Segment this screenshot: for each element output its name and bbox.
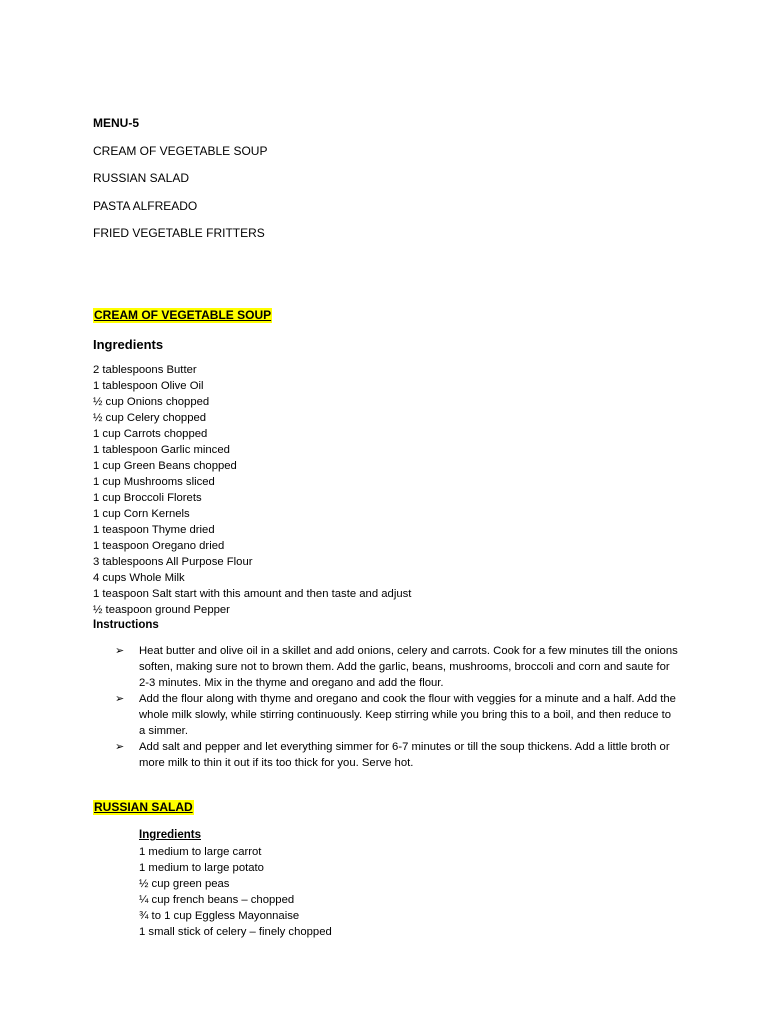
soup-instruction-list (93, 643, 679, 771)
ingredient-item: ½ cup Celery chopped (93, 412, 207, 424)
ingredient-item: 1 cup Corn Kernels (93, 508, 190, 520)
soup-heading: CREAM OF VEGETABLE SOUP (94, 308, 272, 322)
instruction-item (115, 739, 679, 771)
ingredient-item: 2 tablespoons Butter (93, 364, 197, 376)
russian-ingredient-list (139, 844, 693, 940)
russian-ingredients-block (139, 828, 693, 940)
russian-heading-wrap (93, 798, 693, 816)
ingredient-item: 1 cup Green Beans chopped (93, 460, 237, 472)
ingredient-item: 4 cups Whole Milk (93, 572, 185, 584)
arrow-bullet-icon: ➢ (115, 693, 125, 705)
menu-item: FRIED VEGETABLE FRITTERS (93, 226, 265, 240)
ingredient-item: 1 cup Mushrooms sliced (93, 476, 215, 488)
menu-list (93, 144, 693, 242)
ingredient-item: 1 tablespoon Garlic minced (93, 444, 230, 456)
instruction-item (115, 643, 679, 691)
ingredient-item: 3 tablespoons All Purpose Flour (93, 556, 253, 568)
ingredient-item: 1 teaspoon Oregano dried (93, 540, 225, 552)
ingredient-item: ½ teaspoon ground Pepper (93, 604, 230, 616)
soup-instructions-label: Instructions (93, 619, 159, 631)
menu-item: RUSSIAN SALAD (93, 171, 190, 185)
ingredient-item: 1 teaspoon Salt start with this amount and then taste and adjust (93, 588, 412, 600)
ingredient-item: 1 small stick of celery – finely chopped (139, 926, 332, 938)
ingredient-item: 1 cup Carrots chopped (93, 428, 208, 440)
instruction-item (115, 691, 679, 739)
arrow-bullet-icon: ➢ (115, 741, 125, 753)
document-page (93, 116, 693, 940)
instruction-text: Add salt and pepper and let everything simmer for 6-7 minutes or till the soup thickens. Add a little broth or more milk to thin it out if its too thick for you. Serve hot. (139, 741, 670, 769)
menu-title: MENU-5 (93, 116, 140, 130)
ingredient-item: 1 medium to large potato (139, 862, 264, 874)
ingredient-item: ½ cup green peas (139, 878, 230, 890)
russian-ingredients-label: Ingredients (139, 829, 201, 841)
ingredient-item: 1 medium to large carrot (139, 846, 262, 858)
soup-ingredient-list (93, 362, 693, 618)
russian-heading: RUSSIAN SALAD (94, 800, 193, 814)
ingredient-item: ¼ cup french beans – chopped (139, 894, 295, 906)
menu-item: PASTA ALFREADO (93, 198, 198, 213)
arrow-bullet-icon: ➢ (115, 645, 125, 657)
instruction-text: Add the flour along with thyme and oregano and cook the flour with veggies for a minute and a half. Add the whole milk slowly, while stirring continuously. Keep stirring while you bring this to a boil, and then reduce to a simmer. (139, 693, 676, 737)
soup-ingredients-label: Ingredients (93, 337, 164, 352)
ingredient-item: ½ cup Onions chopped (93, 396, 210, 408)
instruction-text: Heat butter and olive oil in a skillet and add onions, celery and carrots. Cook for a few minutes till the onions soften, making sure not to brown them. Add the garlic, beans, mushrooms, broccoli and corn and saute for 2-3 minutes. Mix in the thyme and oregano and add the flour. (139, 645, 678, 689)
ingredient-item: 1 teaspoon Thyme dried (93, 524, 215, 536)
menu-item: CREAM OF VEGETABLE SOUP (93, 143, 268, 158)
soup-heading-wrap (93, 306, 693, 324)
ingredient-item: 1 cup Broccoli Florets (93, 492, 202, 504)
ingredient-item: 1 tablespoon Olive Oil (93, 380, 204, 392)
ingredient-item: ¾ to 1 cup Eggless Mayonnaise (139, 910, 300, 922)
